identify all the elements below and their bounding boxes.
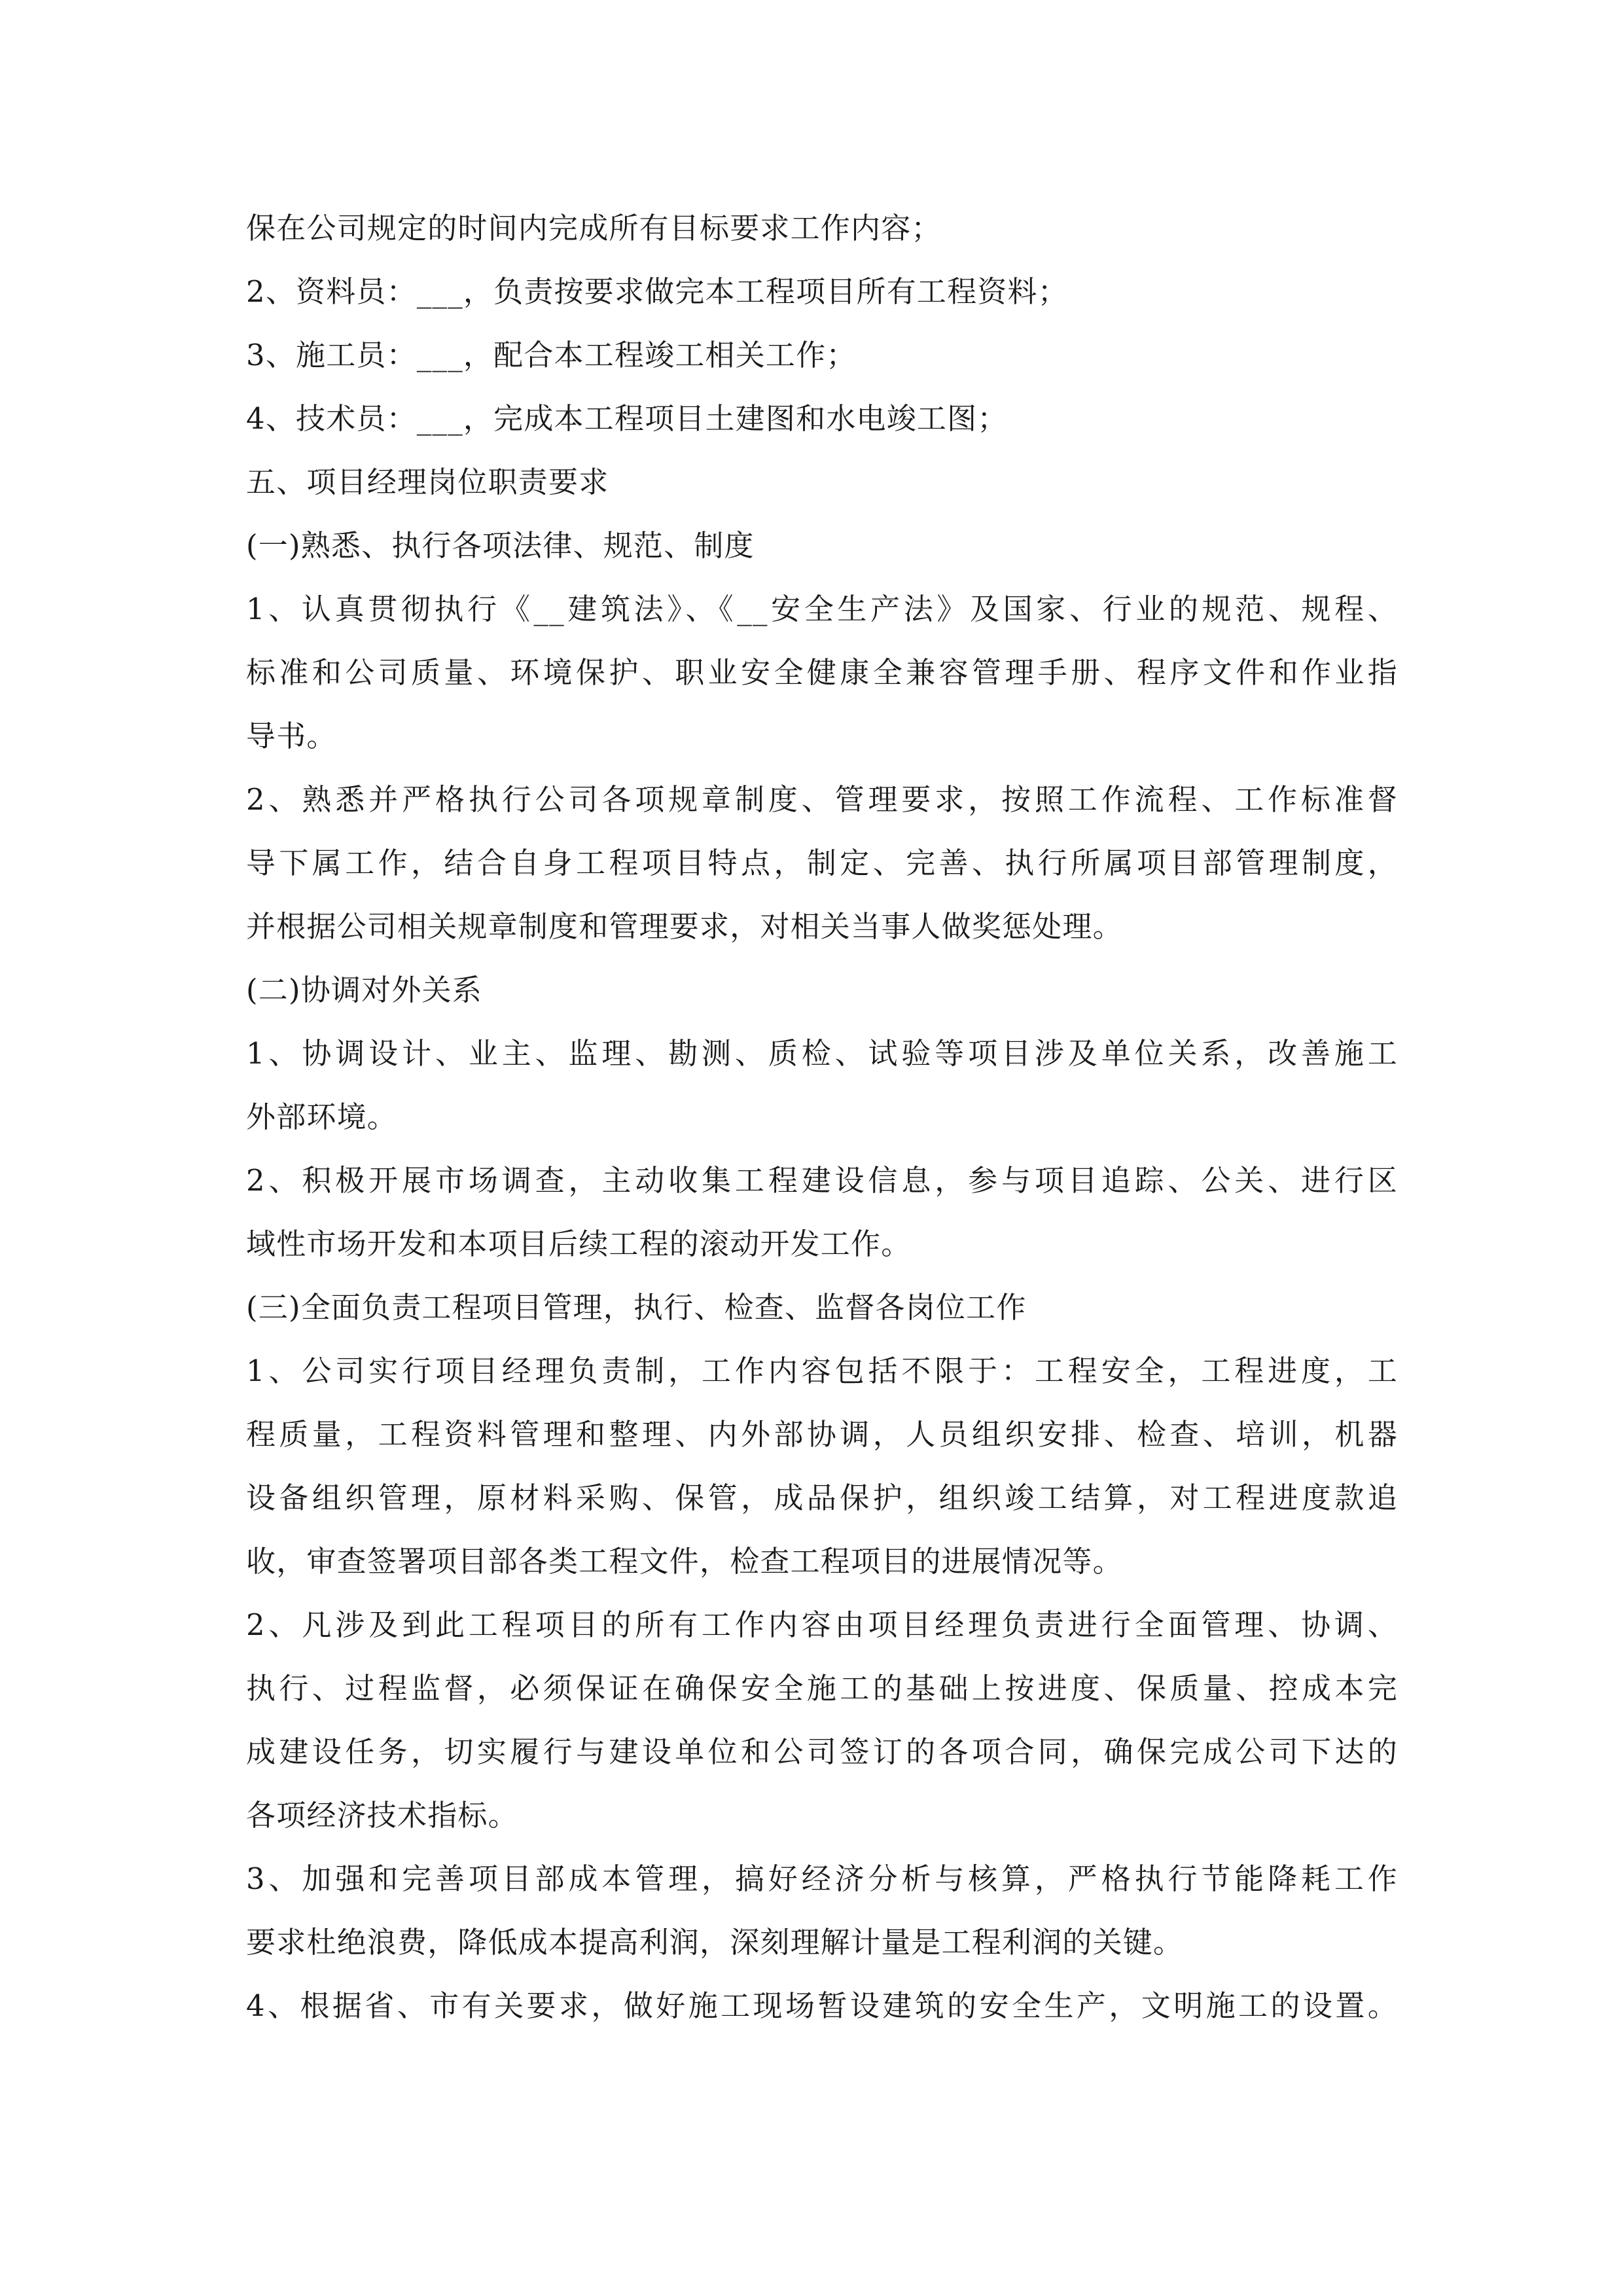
text-line: 1、认真贯彻执行《__建筑法》、《__安全生产法》及国家、行业的规范、规程、 bbox=[246, 592, 1398, 626]
text-line: 各项经济技术指标。 bbox=[246, 1798, 518, 1833]
section-heading: 五、项目经理岗位职责要求 bbox=[246, 465, 609, 499]
text-line: 保在公司规定的时间内完成所有目标要求工作内容； bbox=[246, 211, 942, 245]
text-line: 3、加强和完善项目部成本管理，搞好经济分析与核算，严格执行节能降耗工作 bbox=[246, 1861, 1398, 1896]
subsection-heading: (三)全面负责工程项目管理，执行、检查、监督各岗位工作 bbox=[246, 1290, 1027, 1325]
text-line: 1、公司实行项目经理负责制，工作内容包括不限于：工程安全，工程进度，工 bbox=[246, 1354, 1398, 1388]
text-line: 4、根据省、市有关要求，做好施工现场暂设建筑的安全生产，文明施工的设置。 bbox=[246, 1988, 1398, 2023]
text-line: 4、技术员：___，完成本工程项目土建图和水电竣工图； bbox=[246, 401, 1008, 436]
text-line: 1、协调设计、业主、监理、勘测、质检、试验等项目涉及单位关系，改善施工 bbox=[246, 1036, 1398, 1071]
text-line: 域性市场开发和本项目后续工程的滚动开发工作。 bbox=[246, 1227, 912, 1261]
text-line: 并根据公司相关规章制度和管理要求，对相关当事人做奖惩处理。 bbox=[246, 909, 1123, 944]
text-line: 收，审查签署项目部各类工程文件，检查工程项目的进展情况等。 bbox=[246, 1544, 1123, 1579]
text-line: 外部环境。 bbox=[246, 1100, 398, 1134]
text-line: 2、熟悉并严格执行公司各项规章制度、管理要求，按照工作流程、工作标准督 bbox=[246, 782, 1398, 817]
text-line: 执行、过程监督，必须保证在确保安全施工的基础上按进度、保质量、控成本完 bbox=[246, 1671, 1398, 1706]
text-line: 3、施工员：___，配合本工程竣工相关工作； bbox=[246, 338, 857, 372]
text-line: 导书。 bbox=[246, 719, 337, 753]
subsection-heading: (二)协调对外关系 bbox=[246, 973, 482, 1007]
document-body bbox=[246, 196, 1398, 2037]
text-line: 要求杜绝浪费，降低成本提高利润，深刻理解计量是工程利润的关键。 bbox=[246, 1925, 1184, 1960]
text-line: 设备组织管理，原材料采购、保管，成品保护，组织竣工结算，对工程进度款追 bbox=[246, 1480, 1398, 1515]
text-line: 2、资料员：___，负责按要求做完本工程项目所有工程资料； bbox=[246, 274, 1068, 309]
subsection-heading: (一)熟悉、执行各项法律、规范、制度 bbox=[246, 528, 755, 563]
text-line: 2、积极开展市场调查，主动收集工程建设信息，参与项目追踪、公关、进行区 bbox=[246, 1163, 1398, 1198]
text-line: 导下属工作，结合自身工程项目特点，制定、完善、执行所属项目部管理制度， bbox=[246, 846, 1398, 880]
text-line: 程质量，工程资料管理和整理、内外部协调，人员组织安排、检查、培训，机器 bbox=[246, 1417, 1398, 1452]
text-line: 2、凡涉及到此工程项目的所有工作内容由项目经理负责进行全面管理、协调、 bbox=[246, 1607, 1398, 1642]
text-line: 标准和公司质量、环境保护、职业安全健康全兼容管理手册、程序文件和作业指 bbox=[246, 655, 1398, 690]
text-line: 成建设任务，切实履行与建设单位和公司签订的各项合同，确保完成公司下达的 bbox=[246, 1734, 1398, 1769]
